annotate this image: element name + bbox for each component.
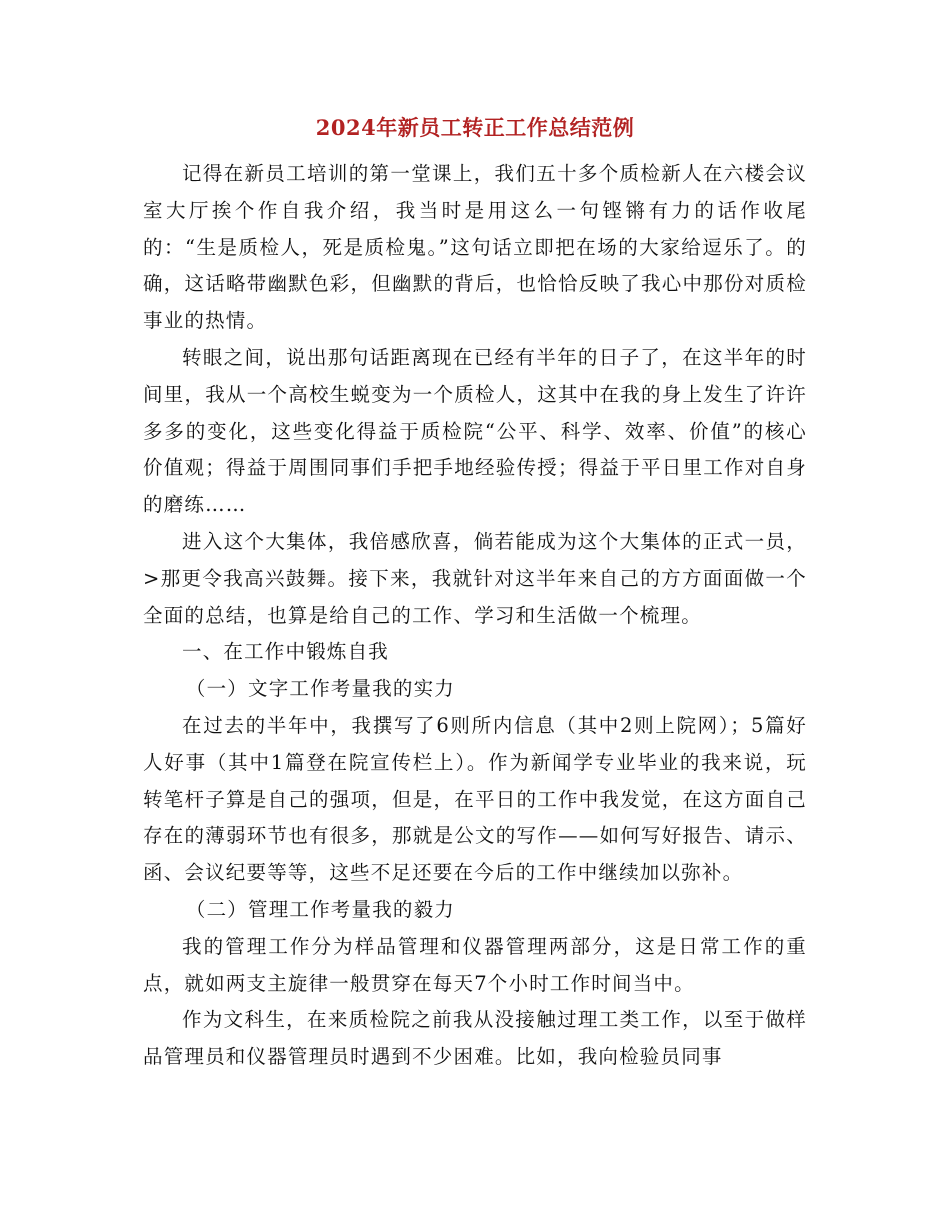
paragraph-management-work: 我的管理工作分为样品管理和仪器管理两部分，这是日常工作的重点，就如两支主旋律一般贯穿在每天7个小时工作时间当中。 (143, 934, 807, 995)
document-title: 2024年新员工转正工作总结范例 (315, 115, 635, 140)
paragraph-writing-work: 在过去的半年中，我撰写了6则所内信息（其中2则上院网）；5篇好人好事（其中1篇登在院宣传栏上）。作为新闻学专业毕业的我来说，玩转笔杆子算是自己的强项，但是，在平日的工作中我发觉，在这方面自己存在的薄弱环节也有很多，那就是公文的写作——如何写好报告、请示、函、会议纪要等等，这些不足还要在今后的工作中继续加以弥补。 (143, 713, 807, 885)
paragraph-half-year: 转眼之间，说出那句话距离现在已经有半年的日子了，在这半年的时间里，我从一个高校生蜕变为一个质检人，这其中在我的身上发生了许许多多的变化，这些变化得益于质检院“公平、科学、效率、价值”的核心价值观；得益于周围同事们手把手地经验传授；得益于平日里工作对自身的磨练…… (143, 345, 807, 517)
paragraph-join-collective: 进入这个大集体，我倍感欣喜，倘若能成为这个大集体的正式一员，>那更令我高兴鼓舞。接下来，我就针对这半年来自己的方方面面做一个全面的总结，也算是给自己的工作、学习和生活做一个梳理。 (143, 529, 807, 627)
paragraph-intro: 记得在新员工培训的第一堂课上，我们五十多个质检新人在六楼会议室大厅挨个作自我介绍，我当时是用这么一句铿锵有力的话作收尾的：“生是质检人，死是质检鬼。”这句话立即把在场的大家给逗乐了。的确，这话略带幽默色彩，但幽默的背后，也恰恰反映了我心中那份对质检事业的热情。 (143, 162, 807, 333)
document-body (143, 156, 807, 1076)
section-heading-work: 一、在工作中锻炼自我 (182, 640, 390, 664)
paragraph-liberal-arts: 作为文科生，在来质检院之前我从没接触过理工类工作，以至于做样品管理员和仪器管理员时遇到不少困难。比如，我向检验员同事 (143, 1008, 807, 1069)
subsection-heading-management: （二）管理工作考量我的毅力 (185, 897, 455, 921)
subsection-heading-writing: （一）文字工作考量我的实力 (185, 677, 455, 701)
